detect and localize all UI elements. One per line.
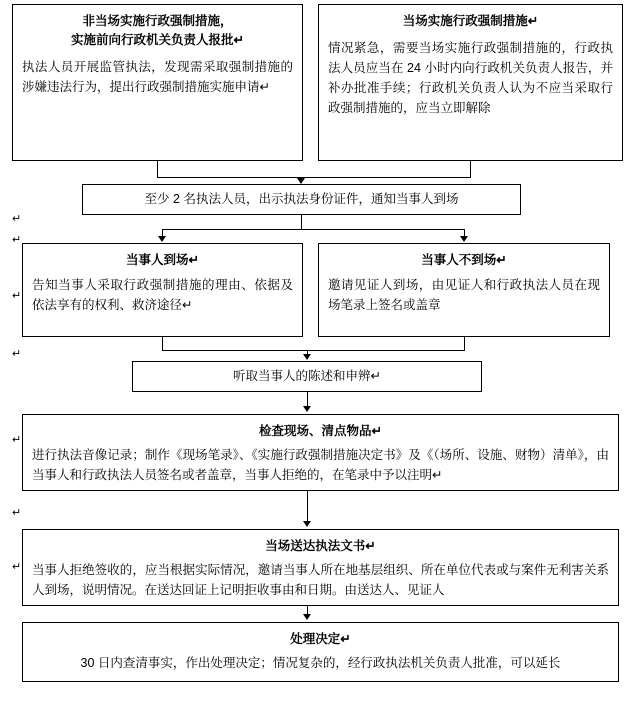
node-body: 当事人拒绝签收的，应当根据实际情况，邀请当事人所在地基层组织、所在单位代表或与案件无利害关系人到场，说明情况。在送达回证上记明拒收事由和日期。由送达人、见证人 xyxy=(32,563,609,597)
node-deliver-documents xyxy=(22,529,619,606)
node-title: 检查现场、清点物品↵ xyxy=(259,424,382,438)
node-body: 进行执法音像记录；制作《现场笔录》、《实施行政强制措施决定书》及《（场所、设施、财物）清单》，由当事人和行政执法人员签名或者盖章，当事人拒绝的，在笔录中予以注明↵ xyxy=(32,448,609,482)
node-text: 至少 2 名执法人员，出示执法身份证件，通知当事人到场 xyxy=(144,192,459,206)
node-party-present xyxy=(22,243,303,337)
arrow-icon xyxy=(303,354,311,360)
node-body: 执法人员开展监管执法，发现需采取强制措施的涉嫌违法行为，提出行政强制措施实施申请↵ xyxy=(22,60,293,94)
node-body: 告知当事人采取行政强制措施的理由、依据及依法享有的权利、救济途径↵ xyxy=(32,278,293,312)
connector-line xyxy=(157,177,471,178)
node-party-absent xyxy=(318,243,610,337)
node-officers-on-scene xyxy=(82,184,521,215)
arrow-icon xyxy=(303,521,311,527)
paragraph-mark: ↵ xyxy=(12,507,22,519)
node-on-site-measure xyxy=(318,4,623,161)
node-title: 非当场实施行政强制措施， xyxy=(82,14,233,28)
node-title: 当场送达执法文书↵ xyxy=(265,539,376,553)
connector-line xyxy=(162,229,464,230)
connector-line xyxy=(301,215,302,229)
node-title: 当事人不到场↵ xyxy=(421,253,507,267)
connector-line xyxy=(307,491,308,522)
node-body: 30 日内查清事实，作出处理决定；情况复杂的，经行政执法机关负责人批准，可以延长 xyxy=(80,656,561,670)
paragraph-mark: ↵ xyxy=(12,213,22,225)
arrow-icon xyxy=(303,406,311,412)
paragraph-mark: ↵ xyxy=(12,234,22,246)
connector-line xyxy=(470,161,471,177)
node-title: 当事人到场↵ xyxy=(126,253,199,267)
node-inspect-scene xyxy=(22,414,619,491)
connector-line xyxy=(307,392,308,407)
arrow-icon xyxy=(460,236,468,242)
node-body: 邀请见证人到场，由见证人和行政执法人员在现场笔录上签名或盖章 xyxy=(328,278,600,312)
paragraph-mark: ↵ xyxy=(12,561,22,573)
connector-line xyxy=(162,350,465,351)
arrow-icon xyxy=(158,236,166,242)
paragraph-mark: ↵ xyxy=(12,348,22,360)
connector-line xyxy=(464,337,465,350)
connector-line xyxy=(162,337,163,350)
node-title: 当场实施行政强制措施↵ xyxy=(402,14,539,28)
node-hear-statement xyxy=(132,361,482,392)
connector-line xyxy=(157,161,158,177)
node-body: 情况紧急，需要当场实施行政强制措施的，行政执法人员应当在 24 小时内向行政机关负责人报告，并补办批准手续；行政机关负责人认为不应当采取行政强制措施的，应当立即解除 xyxy=(328,41,613,115)
arrow-icon xyxy=(303,614,311,620)
node-handling-decision xyxy=(22,622,619,682)
paragraph-mark: ↵ xyxy=(12,290,22,302)
paragraph-mark: ↵ xyxy=(12,434,22,446)
node-title-second-line: 实施前向行政机关负责人报批↵ xyxy=(71,33,244,47)
node-non-site-approval xyxy=(12,4,303,161)
node-title: 处理决定↵ xyxy=(290,632,351,646)
node-text: 听取当事人的陈述和申辨↵ xyxy=(233,369,381,383)
